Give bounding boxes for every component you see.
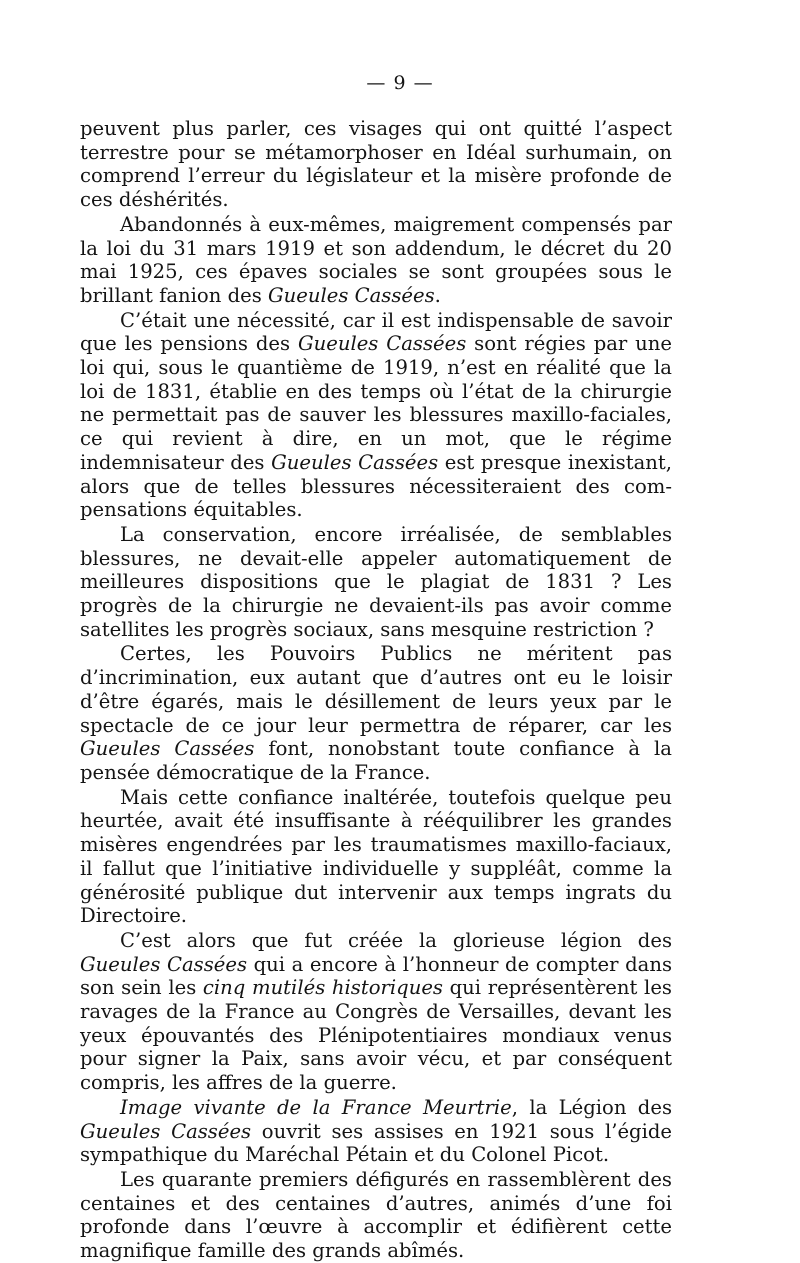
italic-text: Gueules Cassées — [80, 1119, 252, 1143]
text-run: C’était une nécessité, car il est indispensable de savoir que les pensions des — [80, 308, 672, 356]
text-run: La conservation, encore irréalisée, de semblables blessures, ne devait-elle appeler automatiquement de meilleures dispositions que le plagiat de 1831 ? Les progrès de la chirurgie ne devaient-ils pas avoir comme satellites les progrès sociaux, sans mesquine restriction ? — [80, 522, 672, 641]
paragraph — [80, 642, 672, 784]
text-run: Mais cette confiance inaltérée, toutefois quelque peu heurtée, avait été insuffisante à rééquilibrer les grandes misères engendrées par les traumatismes maxillo-faciaux, il fallut que l’initiative individuelle y suppléât, comme la générosité publique dut intervenir aux temps ingrats du Directoire. — [80, 785, 672, 928]
text-run: ouvrit ses assises en 1921 sous l’égide sympathique du Maréchal Pétain et du Colonel Picot. — [80, 1119, 672, 1167]
text-run: Abandonnés à eux-mêmes, maigrement compensés par la loi du 31 mars 1919 et son addendum, le décret du 20 mai 1925, ces épaves sociales se sont groupées sous le brillant fanion des — [80, 212, 672, 307]
paragraph — [80, 523, 672, 642]
italic-text: Gueules Cassées — [80, 952, 248, 976]
italic-text: Image vivante de la France Meurtrie — [120, 1095, 512, 1119]
text-run: , la Légion des — [511, 1095, 673, 1119]
text-run: C’est alors que fut créée la glorieuse légion des — [120, 928, 672, 952]
italic-text: Gueules Cassées — [268, 283, 435, 307]
paragraph — [80, 213, 672, 308]
paragraph — [80, 309, 672, 522]
paragraph — [80, 929, 672, 1095]
text-run: peuvent plus parler, ces visages qui ont quitté l’aspect terrestre pour se métamorphoser en Idéal surhumain, on comprend l’erreur du législateur et la misère profonde de ces déshérités. — [80, 117, 672, 212]
text-run: sont régies par une loi qui, sous le quantième de 1919, n’est en réalité que la loi de 1831, établie en des temps où l’état de la chirurgie ne permettait pas de sauver les blessures maxillo-faciales, ce qui revient à dire, en un mot, que le régime indemnisateur des — [80, 332, 672, 474]
paragraph — [80, 1096, 672, 1167]
text-run: qui représentèrent les ravages de la France au Congrès de Versailles, devant les yeux épouvantés des Plénipotentiaires mondiaux venus pour signer la Paix, sans avoir vécu, et par conséquent compris, les affres de la guerre. — [80, 976, 672, 1095]
page-number: — 9 — — [366, 72, 434, 94]
text-run: est presque inexistant, alors que de telles blessures nécessiteraient des compensations équitables. — [80, 450, 672, 522]
text-run: Certes, les Pouvoirs Publics ne méritent pas d’incrimination, eux autant que d’autres ont eu le loisir d’être égarés, mais le désillement de leurs yeux par le spectacle de ce jour leur permettra de réparer, car les — [80, 642, 672, 737]
italic-text: Gueules Cassées — [297, 332, 467, 356]
text-run: font, nonobstant toute confiance à la pensée démocratique de la France. — [80, 737, 672, 784]
body-text — [80, 117, 672, 1263]
italic-text: Gueules Cassées — [80, 737, 255, 761]
paragraph — [80, 1168, 672, 1263]
text-run: Les quarante premiers défigurés en rassemblèrent des centaines et des centaines d’autres, animés d’une foi profonde dans l’œuvre à accomplir et édifièrent cette magnifique famille des grands abîmés. — [80, 1167, 672, 1263]
italic-text: Gueules Cassées — [271, 450, 439, 474]
paragraph — [80, 786, 672, 928]
text-run: qui a encore à l’honneur de compter dans son sein les — [80, 952, 672, 1000]
italic-text: cinq mutilés historiques — [202, 976, 443, 1000]
text-run: . — [434, 283, 441, 307]
paragraph — [80, 117, 672, 212]
